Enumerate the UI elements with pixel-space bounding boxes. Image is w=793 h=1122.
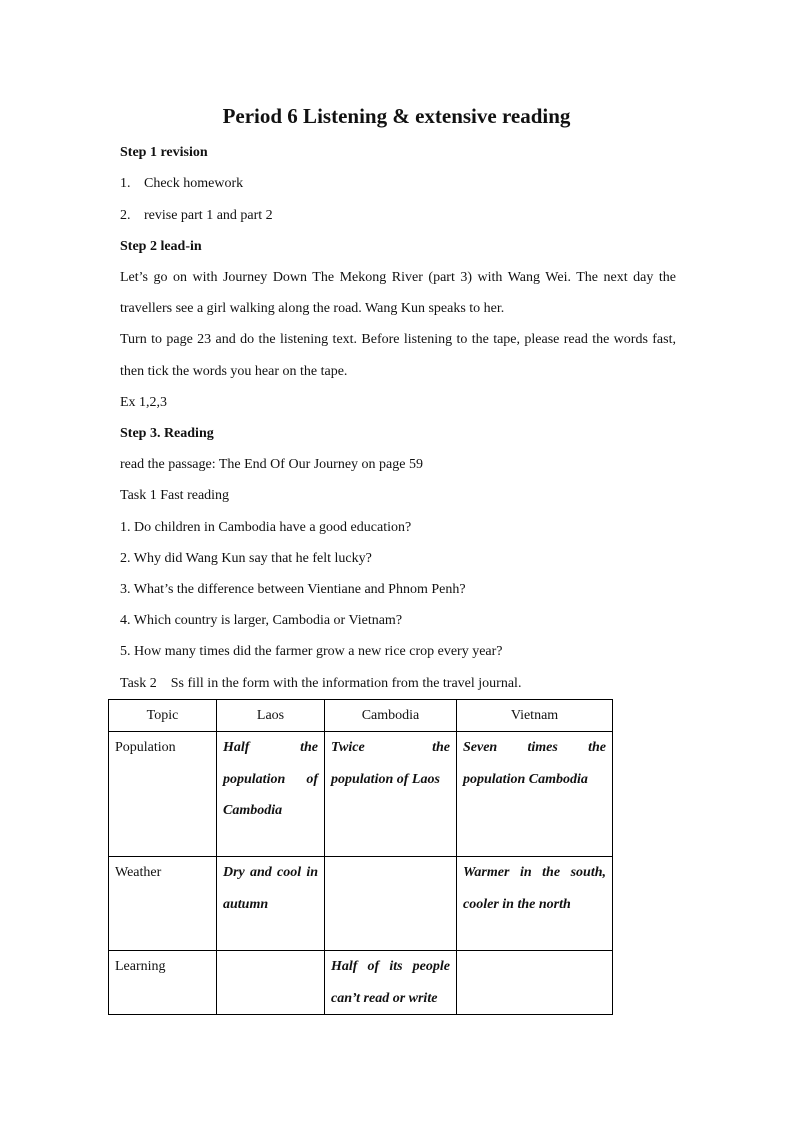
answer-cell: Twice the population of Laos	[325, 732, 457, 857]
answer-cell: Seven times the population Cambodia	[457, 732, 613, 857]
table-header-row	[109, 700, 613, 732]
topic-cell: Population	[109, 732, 217, 857]
table-row	[109, 857, 613, 951]
paragraph-line: travellers see a girl walking along the road. Wang Kun speaks to her.	[120, 301, 505, 316]
step3-heading: Step 3. Reading	[120, 426, 214, 441]
list-number: 2.	[120, 208, 131, 223]
paragraph-line: Turn to page 23 and do the listening text. Before listening to the tape, please read the words fast,	[120, 332, 676, 347]
exercise-line: Ex 1,2,3	[120, 395, 168, 410]
table-row	[109, 732, 613, 857]
question-item: 1. Do children in Cambodia have a good education?	[120, 520, 412, 535]
list-item	[120, 175, 243, 193]
answer-cell: Half the population of Cambodia	[217, 732, 325, 857]
page-title: Period 6 Listening & extensive reading	[222, 104, 571, 128]
step1-heading: Step 1 revision	[120, 145, 208, 160]
answer-cell	[457, 951, 613, 1015]
answer-cell: Warmer in the south, cooler in the north	[457, 857, 613, 951]
question-item: 2. Why did Wang Kun say that he felt lucky?	[120, 551, 372, 566]
column-header: Cambodia	[325, 700, 457, 732]
travel-journal-table	[108, 699, 613, 1015]
task2-heading: Task 2 Ss fill in the form with the information from the travel journal.	[120, 676, 522, 691]
question-item: 4. Which country is larger, Cambodia or Vietnam?	[120, 613, 403, 628]
column-header: Topic	[109, 700, 217, 732]
list-number: 1.	[120, 176, 131, 191]
paragraph-line: Let’s go on with Journey Down The Mekong River (part 3) with Wang Wei. The next day the	[120, 270, 676, 285]
list-item	[120, 207, 273, 225]
step2-heading: Step 2 lead-in	[120, 239, 202, 254]
topic-cell: Learning	[109, 951, 217, 1015]
paragraph-line: then tick the words you hear on the tape.	[120, 364, 348, 379]
topic-cell: Weather	[109, 857, 217, 951]
answer-cell: Half of its people can’t read or write	[325, 951, 457, 1015]
answer-cell	[325, 857, 457, 951]
list-text: Check homework	[144, 176, 244, 191]
reading-intro: read the passage: The End Of Our Journey on page 59	[120, 457, 423, 472]
question-item: 3. What’s the difference between Vientiane and Phnom Penh?	[120, 582, 466, 597]
answer-cell: Dry and cool in autumn	[217, 857, 325, 951]
list-text: revise part 1 and part 2	[144, 208, 273, 223]
column-header: Laos	[217, 700, 325, 732]
table-row	[109, 951, 613, 1015]
task1-heading: Task 1 Fast reading	[120, 488, 230, 503]
answer-cell	[217, 951, 325, 1015]
column-header: Vietnam	[457, 700, 613, 732]
question-item: 5. How many times did the farmer grow a new rice crop every year?	[120, 644, 503, 659]
